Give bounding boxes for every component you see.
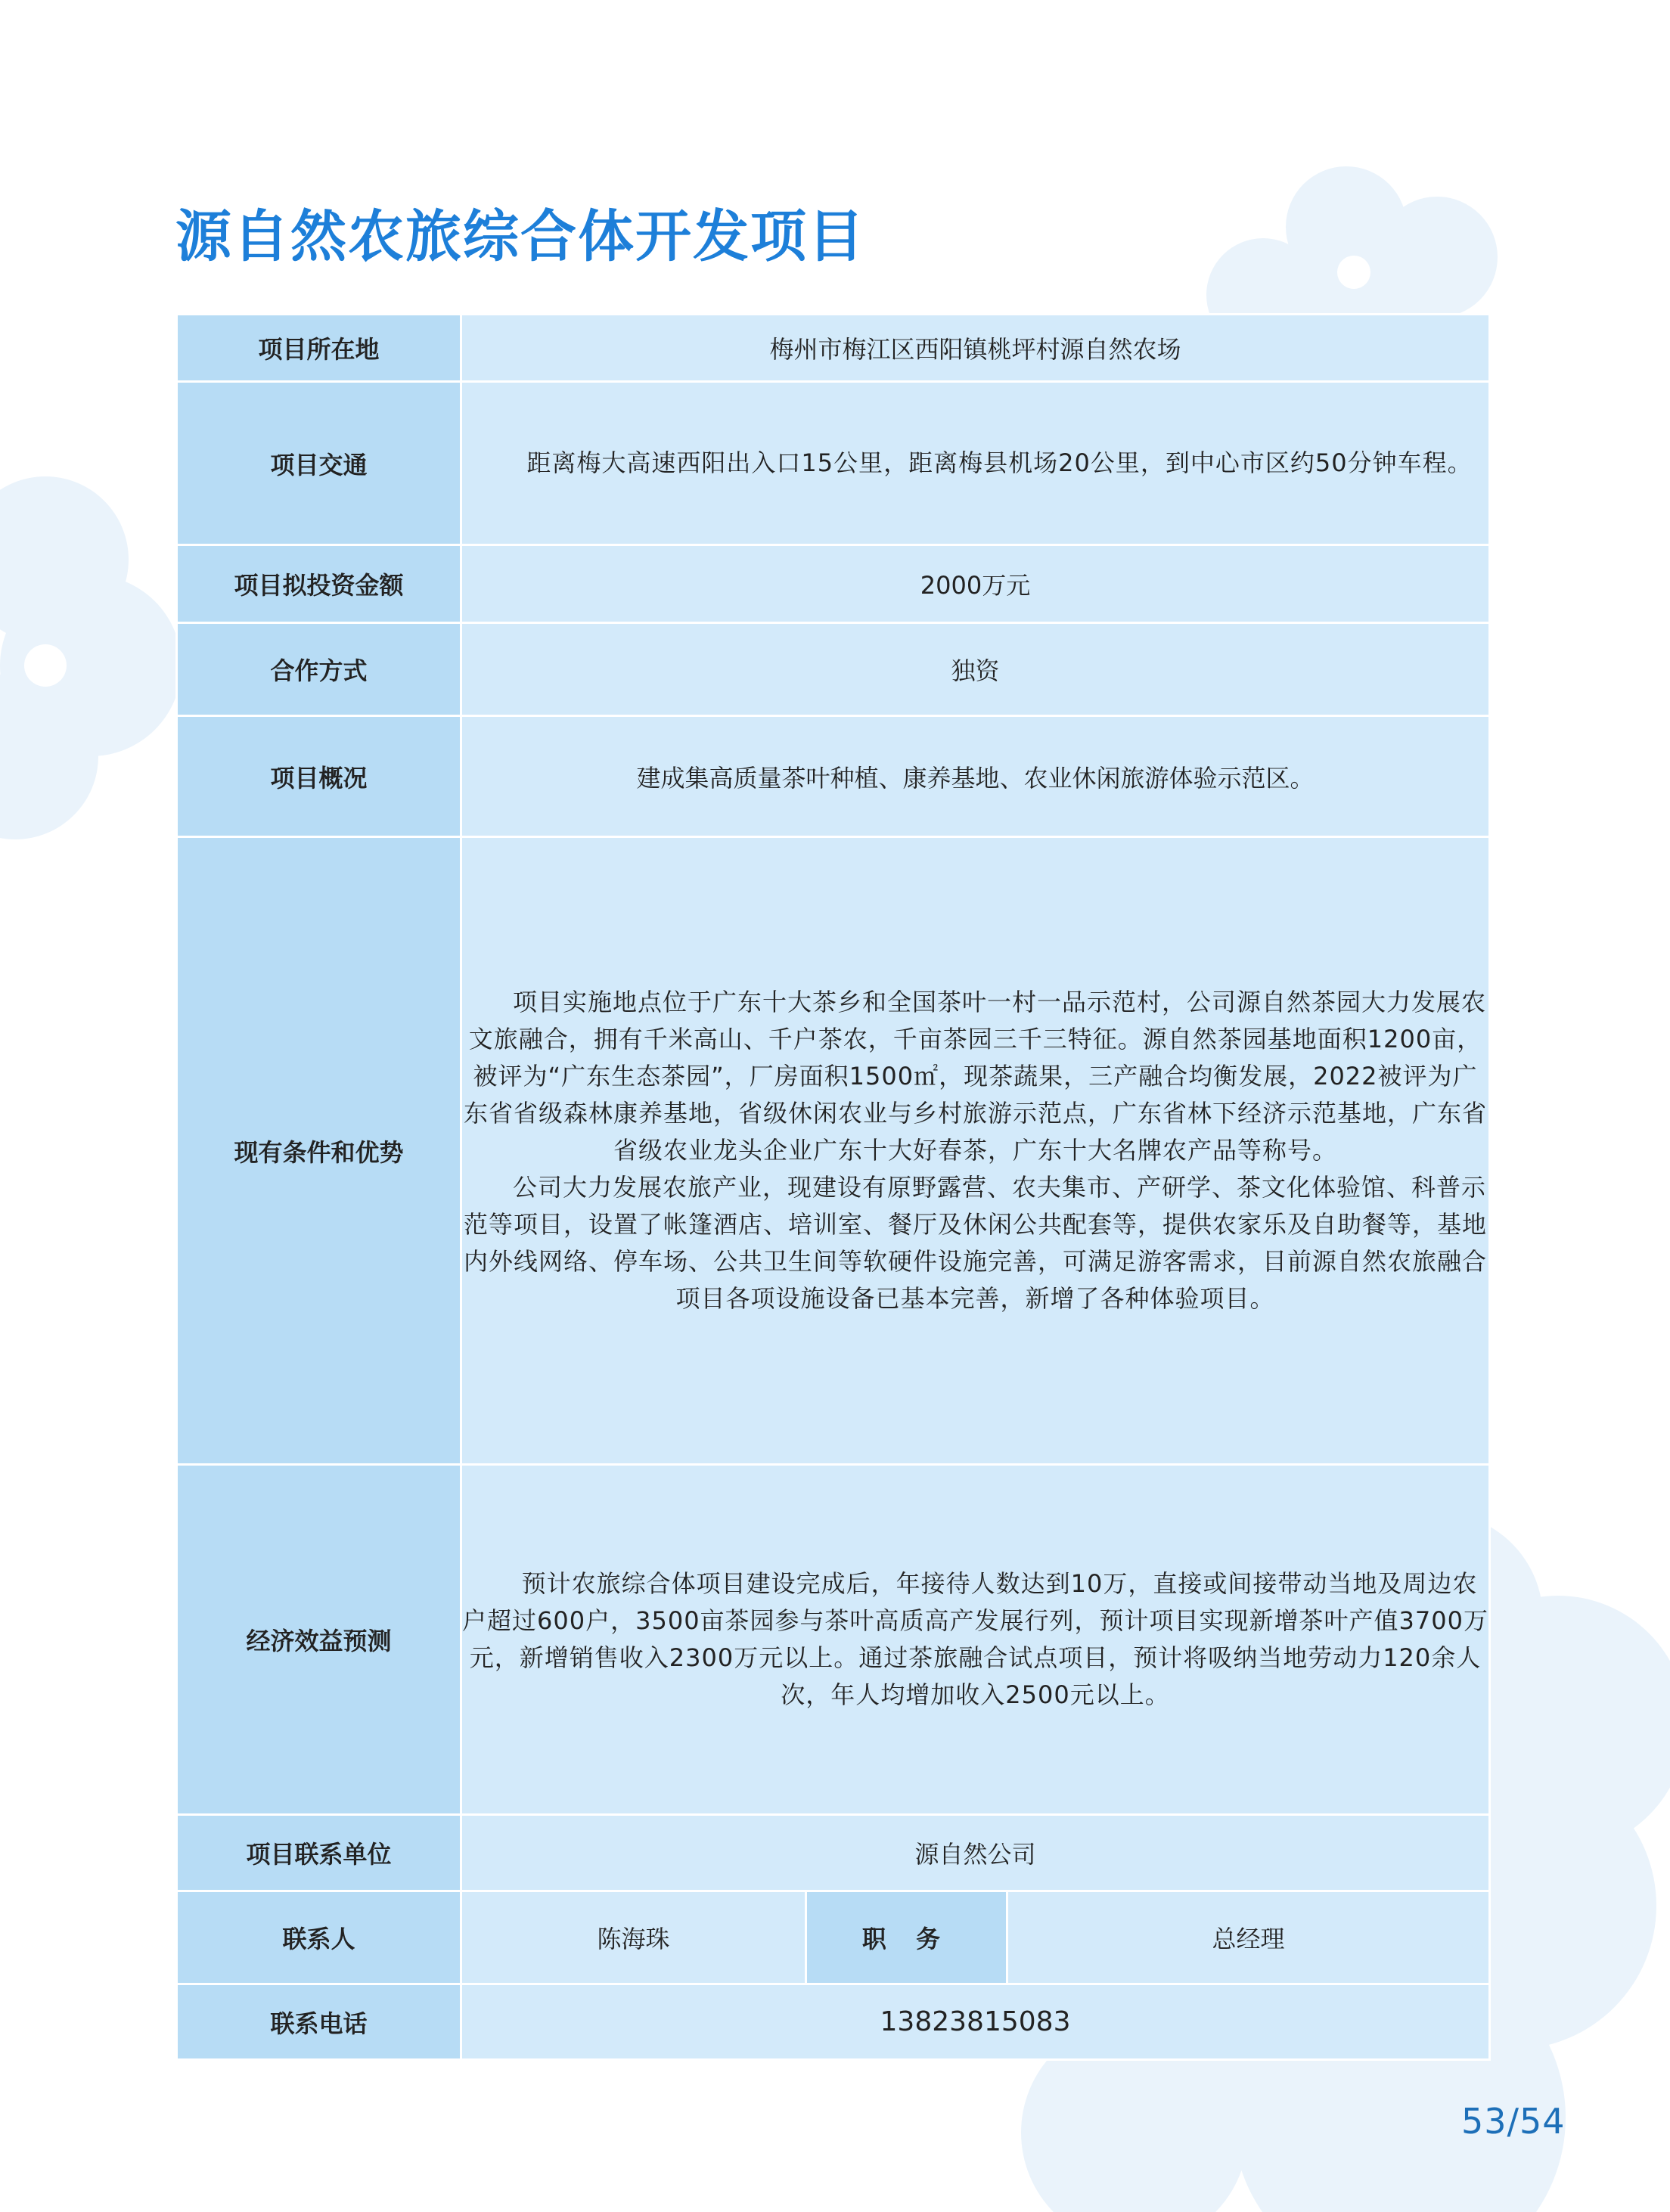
position-value: 总经理 xyxy=(1007,1891,1490,1984)
conditions-paragraph: 项目实施地点位于广东十大茶乡和全国茶叶一村一品示范村，公司源自然茶园大力发展农文旅融合，拥有千米高山、千户茶农，千亩茶园三千三特征。源自然茶园基地面积1200亩，被评为“广东生态茶园”，厂房面积1500㎡，现茶蔬果，三产融合均衡发展，2022被评为广东省省级森林康养基地，省级休闲农业与乡村旅游示范点，广东省林下经济示范基地，广东省省级农业龙头企业广东十大好春茶，广东十大名牌农产品等称号。 xyxy=(464,988,1488,1165)
traffic-paragraph: 距离梅大高速西阳出入口15公里，距离梅县机场20公里，到中心市区约50分钟车程。 xyxy=(526,448,1473,477)
phone-value: 13823815083 xyxy=(461,1984,1490,2060)
table-row xyxy=(177,1465,1490,1815)
conditions-paragraph: 公司大力发展农旅产业，现建设有原野露营、农夫集市、产研学、茶文化体验馆、科普示范等项目，设置了帐篷酒店、培训室、餐厅及休闲公共配套等，提供农家乐及自助餐等，基地内外线网络、停车场、公共卫生间等软硬件设施完善，可满足游客需求，目前源自然农旅融合项目各项设施设备已基本完善，新增了各种体验项目。 xyxy=(464,1173,1488,1313)
table-row xyxy=(177,545,1490,623)
contact-person-label: 联系人 xyxy=(177,1891,461,1984)
position-label: 职 务 xyxy=(806,1891,1007,1984)
investment-label: 项目拟投资金额 xyxy=(177,545,461,623)
phone-label: 联系电话 xyxy=(177,1984,461,2060)
contact-unit-label: 项目联系单位 xyxy=(177,1815,461,1891)
benefits-label: 经济效益预测 xyxy=(177,1465,461,1815)
cooperation-label: 合作方式 xyxy=(177,623,461,716)
page-title: 源自然农旅综合体开发项目 xyxy=(175,204,865,269)
table-row xyxy=(177,1815,1490,1891)
page-number: 53/54 xyxy=(1461,2101,1566,2142)
table-row xyxy=(177,315,1490,382)
investment-value: 2000万元 xyxy=(461,545,1490,623)
conditions-value xyxy=(461,837,1490,1465)
table-row xyxy=(177,837,1490,1465)
benefits-paragraph: 预计农旅综合体项目建设完成后，年接待人数达到10万，直接或间接带动当地及周边农户超过600户，3500亩茶园参与茶叶高质高产发展行列，预计项目实现新增茶叶产值3700万元，新增销售收入2300万元以上。通过茶旅融合试点项目，预计将吸纳当地劳动力120余人次，年人均增加收入2500元以上。 xyxy=(462,1569,1488,1709)
table-row xyxy=(177,382,1490,545)
table-row xyxy=(177,623,1490,716)
overview-value: 建成集高质量茶叶种植、康养基地、农业休闲旅游体验示范区。 xyxy=(461,716,1490,837)
traffic-label: 项目交通 xyxy=(177,382,461,545)
contact-person-value: 陈海珠 xyxy=(461,1891,806,1984)
project-info-table xyxy=(175,313,1491,2061)
traffic-value xyxy=(461,382,1490,545)
contact-unit-value: 源自然公司 xyxy=(461,1815,1490,1891)
location-value: 梅州市梅江区西阳镇桃坪村源自然农场 xyxy=(461,315,1490,382)
table-row xyxy=(177,1984,1490,2060)
conditions-label: 现有条件和优势 xyxy=(177,837,461,1465)
table-row xyxy=(177,716,1490,837)
table-row xyxy=(177,1891,1490,1984)
benefits-value xyxy=(461,1465,1490,1815)
location-label: 项目所在地 xyxy=(177,315,461,382)
overview-label: 项目概况 xyxy=(177,716,461,837)
cooperation-value: 独资 xyxy=(461,623,1490,716)
